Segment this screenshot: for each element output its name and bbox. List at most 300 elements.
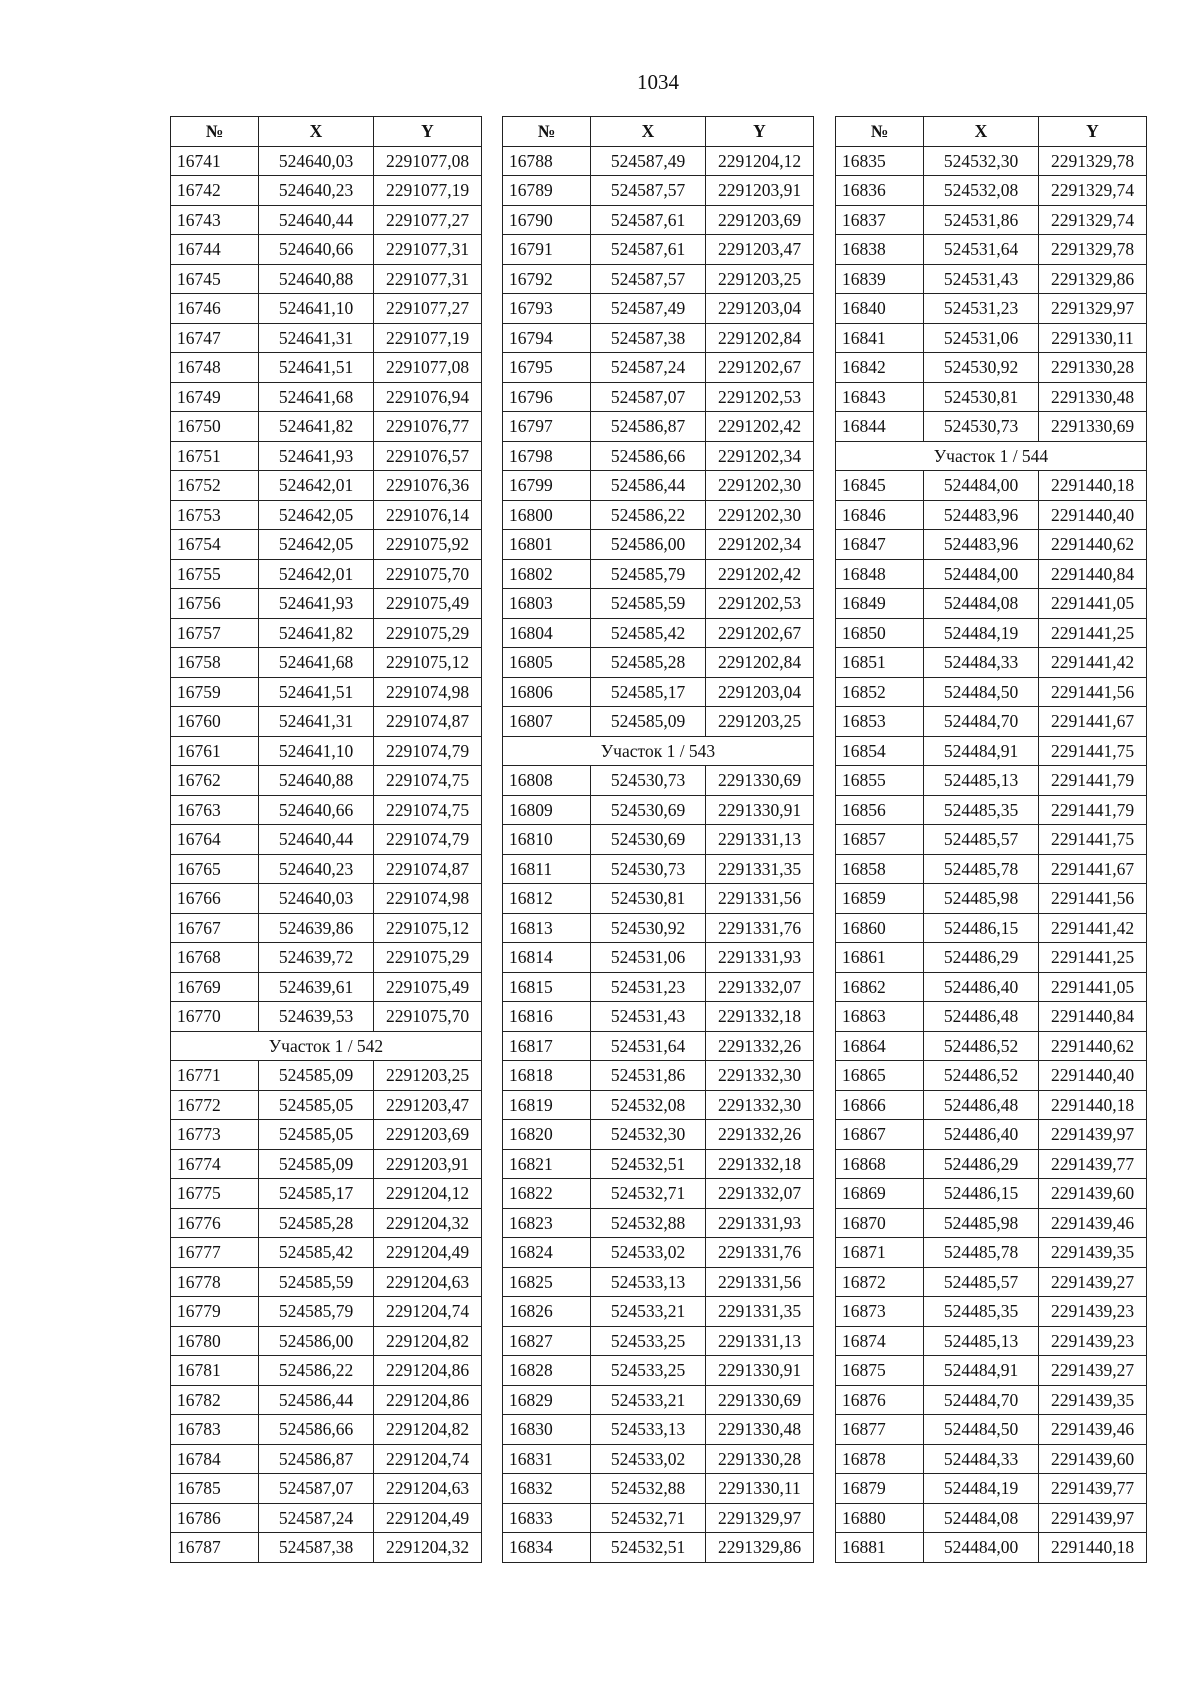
table-row [171, 736, 482, 766]
y-coordinate-cell: 2291075,29 [374, 618, 482, 648]
table-row [503, 412, 814, 442]
point-number-cell: 16776 [171, 1208, 259, 1238]
point-number-cell: 16876 [836, 1385, 924, 1415]
header-x: X [924, 117, 1039, 147]
table-row [171, 1090, 482, 1120]
table-row [171, 795, 482, 825]
y-coordinate-cell: 2291332,18 [706, 1149, 814, 1179]
table-row [836, 176, 1147, 206]
x-coordinate-cell: 524585,17 [259, 1179, 374, 1209]
y-coordinate-cell: 2291075,70 [374, 1002, 482, 1032]
y-coordinate-cell: 2291204,49 [374, 1238, 482, 1268]
point-number-cell: 16800 [503, 500, 591, 530]
point-number-cell: 16843 [836, 382, 924, 412]
point-number-cell: 16766 [171, 884, 259, 914]
table-row [503, 1149, 814, 1179]
point-number-cell: 16854 [836, 736, 924, 766]
table-row [836, 1031, 1147, 1061]
x-coordinate-cell: 524484,70 [924, 707, 1039, 737]
y-coordinate-cell: 2291203,47 [706, 235, 814, 265]
y-coordinate-cell: 2291203,04 [706, 677, 814, 707]
table-row [836, 1415, 1147, 1445]
point-number-cell: 16786 [171, 1503, 259, 1533]
point-number-cell: 16809 [503, 795, 591, 825]
point-number-cell: 16812 [503, 884, 591, 914]
point-number-cell: 16790 [503, 205, 591, 235]
table-row [836, 146, 1147, 176]
section-row [836, 441, 1147, 471]
x-coordinate-cell: 524586,66 [591, 441, 706, 471]
table-row [503, 618, 814, 648]
point-number-cell: 16831 [503, 1444, 591, 1474]
x-coordinate-cell: 524484,08 [924, 1503, 1039, 1533]
y-coordinate-cell: 2291076,14 [374, 500, 482, 530]
y-coordinate-cell: 2291440,40 [1039, 500, 1147, 530]
table-row [836, 825, 1147, 855]
y-coordinate-cell: 2291203,25 [374, 1061, 482, 1091]
point-number-cell: 16793 [503, 294, 591, 324]
x-coordinate-cell: 524587,24 [591, 353, 706, 383]
point-number-cell: 16771 [171, 1061, 259, 1091]
point-number-cell: 16801 [503, 530, 591, 560]
x-coordinate-cell: 524640,23 [259, 176, 374, 206]
table-row [503, 441, 814, 471]
table-row [503, 1474, 814, 1504]
section-title: Участок 1 / 543 [503, 736, 814, 766]
x-coordinate-cell: 524585,59 [259, 1267, 374, 1297]
point-number-cell: 16773 [171, 1120, 259, 1150]
table-row [836, 884, 1147, 914]
x-coordinate-cell: 524587,49 [591, 294, 706, 324]
x-coordinate-cell: 524484,33 [924, 1444, 1039, 1474]
y-coordinate-cell: 2291441,25 [1039, 943, 1147, 973]
x-coordinate-cell: 524533,02 [591, 1238, 706, 1268]
x-coordinate-cell: 524587,07 [591, 382, 706, 412]
point-number-cell: 16803 [503, 589, 591, 619]
table-row [503, 146, 814, 176]
point-number-cell: 16835 [836, 146, 924, 176]
x-coordinate-cell: 524587,57 [591, 264, 706, 294]
point-number-cell: 16805 [503, 648, 591, 678]
point-number-cell: 16853 [836, 707, 924, 737]
y-coordinate-cell: 2291204,86 [374, 1356, 482, 1386]
x-coordinate-cell: 524587,57 [591, 176, 706, 206]
point-number-cell: 16789 [503, 176, 591, 206]
y-coordinate-cell: 2291074,75 [374, 766, 482, 796]
table-row [503, 677, 814, 707]
point-number-cell: 16741 [171, 146, 259, 176]
y-coordinate-cell: 2291203,69 [374, 1120, 482, 1150]
x-coordinate-cell: 524642,05 [259, 500, 374, 530]
point-number-cell: 16827 [503, 1326, 591, 1356]
x-coordinate-cell: 524484,50 [924, 677, 1039, 707]
point-number-cell: 16858 [836, 854, 924, 884]
y-coordinate-cell: 2291202,30 [706, 471, 814, 501]
table-row [503, 1061, 814, 1091]
y-coordinate-cell: 2291202,67 [706, 618, 814, 648]
table-row [503, 294, 814, 324]
x-coordinate-cell: 524484,91 [924, 1356, 1039, 1386]
x-coordinate-cell: 524484,08 [924, 589, 1039, 619]
table-row [503, 471, 814, 501]
x-coordinate-cell: 524532,71 [591, 1179, 706, 1209]
table-row [171, 884, 482, 914]
point-number-cell: 16742 [171, 176, 259, 206]
x-coordinate-cell: 524640,66 [259, 795, 374, 825]
y-coordinate-cell: 2291204,82 [374, 1415, 482, 1445]
point-number-cell: 16859 [836, 884, 924, 914]
table-row [836, 1474, 1147, 1504]
point-number-cell: 16826 [503, 1297, 591, 1327]
x-coordinate-cell: 524532,51 [591, 1533, 706, 1563]
table-row [171, 1297, 482, 1327]
x-coordinate-cell: 524641,51 [259, 677, 374, 707]
x-coordinate-cell: 524530,73 [924, 412, 1039, 442]
table-header-row [503, 117, 814, 147]
y-coordinate-cell: 2291074,79 [374, 825, 482, 855]
section-title: Участок 1 / 544 [836, 441, 1147, 471]
point-number-cell: 16807 [503, 707, 591, 737]
table-row [836, 1326, 1147, 1356]
y-coordinate-cell: 2291204,32 [374, 1208, 482, 1238]
x-coordinate-cell: 524585,17 [591, 677, 706, 707]
point-number-cell: 16744 [171, 235, 259, 265]
header-y: Y [706, 117, 814, 147]
point-number-cell: 16751 [171, 441, 259, 471]
y-coordinate-cell: 2291075,49 [374, 972, 482, 1002]
x-coordinate-cell: 524532,08 [924, 176, 1039, 206]
y-coordinate-cell: 2291204,12 [374, 1179, 482, 1209]
point-number-cell: 16880 [836, 1503, 924, 1533]
point-number-cell: 16866 [836, 1090, 924, 1120]
x-coordinate-cell: 524587,61 [591, 235, 706, 265]
point-number-cell: 16861 [836, 943, 924, 973]
table-row [503, 884, 814, 914]
y-coordinate-cell: 2291440,18 [1039, 1090, 1147, 1120]
table-row [836, 736, 1147, 766]
point-number-cell: 16838 [836, 235, 924, 265]
table-row [836, 1002, 1147, 1032]
header-number: № [503, 117, 591, 147]
y-coordinate-cell: 2291441,79 [1039, 766, 1147, 796]
point-number-cell: 16775 [171, 1179, 259, 1209]
table-row [836, 412, 1147, 442]
x-coordinate-cell: 524586,22 [259, 1356, 374, 1386]
point-number-cell: 16832 [503, 1474, 591, 1504]
y-coordinate-cell: 2291330,28 [1039, 353, 1147, 383]
table-row [503, 176, 814, 206]
point-number-cell: 16745 [171, 264, 259, 294]
point-number-cell: 16818 [503, 1061, 591, 1091]
table-row [503, 559, 814, 589]
y-coordinate-cell: 2291332,30 [706, 1090, 814, 1120]
x-coordinate-cell: 524485,35 [924, 1297, 1039, 1327]
point-number-cell: 16808 [503, 766, 591, 796]
x-coordinate-cell: 524641,31 [259, 323, 374, 353]
x-coordinate-cell: 524486,29 [924, 1149, 1039, 1179]
point-number-cell: 16815 [503, 972, 591, 1002]
x-coordinate-cell: 524532,88 [591, 1208, 706, 1238]
x-coordinate-cell: 524530,92 [591, 913, 706, 943]
table-row [836, 1149, 1147, 1179]
x-coordinate-cell: 524486,15 [924, 1179, 1039, 1209]
y-coordinate-cell: 2291331,35 [706, 854, 814, 884]
y-coordinate-cell: 2291331,93 [706, 943, 814, 973]
section-title: Участок 1 / 542 [171, 1031, 482, 1061]
x-coordinate-cell: 524641,68 [259, 382, 374, 412]
point-number-cell: 16833 [503, 1503, 591, 1533]
y-coordinate-cell: 2291331,35 [706, 1297, 814, 1327]
x-coordinate-cell: 524639,53 [259, 1002, 374, 1032]
point-number-cell: 16878 [836, 1444, 924, 1474]
x-coordinate-cell: 524639,86 [259, 913, 374, 943]
x-coordinate-cell: 524586,87 [591, 412, 706, 442]
x-coordinate-cell: 524530,81 [591, 884, 706, 914]
y-coordinate-cell: 2291204,32 [374, 1533, 482, 1563]
table-row [171, 412, 482, 442]
table-row [836, 1297, 1147, 1327]
table-row [836, 205, 1147, 235]
point-number-cell: 16871 [836, 1238, 924, 1268]
table-row [836, 795, 1147, 825]
point-number-cell: 16804 [503, 618, 591, 648]
table-row [171, 471, 482, 501]
x-coordinate-cell: 524485,78 [924, 1238, 1039, 1268]
y-coordinate-cell: 2291204,86 [374, 1385, 482, 1415]
point-number-cell: 16750 [171, 412, 259, 442]
point-number-cell: 16772 [171, 1090, 259, 1120]
header-x: X [259, 117, 374, 147]
header-number: № [836, 117, 924, 147]
table-row [503, 323, 814, 353]
point-number-cell: 16822 [503, 1179, 591, 1209]
point-number-cell: 16756 [171, 589, 259, 619]
y-coordinate-cell: 2291075,92 [374, 530, 482, 560]
x-coordinate-cell: 524641,93 [259, 441, 374, 471]
y-coordinate-cell: 2291439,35 [1039, 1238, 1147, 1268]
point-number-cell: 16749 [171, 382, 259, 412]
y-coordinate-cell: 2291330,91 [706, 795, 814, 825]
y-coordinate-cell: 2291202,67 [706, 353, 814, 383]
y-coordinate-cell: 2291332,07 [706, 1179, 814, 1209]
x-coordinate-cell: 524639,61 [259, 972, 374, 1002]
y-coordinate-cell: 2291077,27 [374, 205, 482, 235]
x-coordinate-cell: 524484,33 [924, 648, 1039, 678]
point-number-cell: 16874 [836, 1326, 924, 1356]
x-coordinate-cell: 524533,25 [591, 1326, 706, 1356]
table-row [503, 235, 814, 265]
x-coordinate-cell: 524641,68 [259, 648, 374, 678]
table-row [503, 353, 814, 383]
table-row [171, 176, 482, 206]
y-coordinate-cell: 2291441,05 [1039, 972, 1147, 1002]
table-row [171, 1444, 482, 1474]
y-coordinate-cell: 2291439,97 [1039, 1120, 1147, 1150]
x-coordinate-cell: 524486,52 [924, 1031, 1039, 1061]
x-coordinate-cell: 524533,21 [591, 1385, 706, 1415]
table-row [503, 825, 814, 855]
point-number-cell: 16768 [171, 943, 259, 973]
y-coordinate-cell: 2291204,63 [374, 1474, 482, 1504]
y-coordinate-cell: 2291329,74 [1039, 205, 1147, 235]
coordinates-table-3 [835, 116, 1147, 1563]
point-number-cell: 16879 [836, 1474, 924, 1504]
table-row [836, 323, 1147, 353]
point-number-cell: 16868 [836, 1149, 924, 1179]
y-coordinate-cell: 2291329,78 [1039, 235, 1147, 265]
y-coordinate-cell: 2291329,97 [1039, 294, 1147, 324]
section-row [171, 1031, 482, 1061]
point-number-cell: 16857 [836, 825, 924, 855]
point-number-cell: 16814 [503, 943, 591, 973]
y-coordinate-cell: 2291202,30 [706, 500, 814, 530]
x-coordinate-cell: 524486,52 [924, 1061, 1039, 1091]
x-coordinate-cell: 524484,19 [924, 618, 1039, 648]
y-coordinate-cell: 2291329,97 [706, 1503, 814, 1533]
x-coordinate-cell: 524531,64 [924, 235, 1039, 265]
table-row [503, 500, 814, 530]
x-coordinate-cell: 524586,00 [259, 1326, 374, 1356]
x-coordinate-cell: 524485,98 [924, 1208, 1039, 1238]
point-number-cell: 16869 [836, 1179, 924, 1209]
x-coordinate-cell: 524586,44 [591, 471, 706, 501]
x-coordinate-cell: 524640,03 [259, 146, 374, 176]
table-row [836, 353, 1147, 383]
table-row [171, 559, 482, 589]
point-number-cell: 16825 [503, 1267, 591, 1297]
point-number-cell: 16797 [503, 412, 591, 442]
table-row [171, 677, 482, 707]
y-coordinate-cell: 2291076,94 [374, 382, 482, 412]
point-number-cell: 16867 [836, 1120, 924, 1150]
y-coordinate-cell: 2291076,77 [374, 412, 482, 442]
table-row [503, 648, 814, 678]
x-coordinate-cell: 524484,50 [924, 1415, 1039, 1445]
y-coordinate-cell: 2291439,46 [1039, 1208, 1147, 1238]
y-coordinate-cell: 2291202,53 [706, 382, 814, 412]
y-coordinate-cell: 2291332,26 [706, 1120, 814, 1150]
x-coordinate-cell: 524532,30 [591, 1120, 706, 1150]
y-coordinate-cell: 2291440,18 [1039, 471, 1147, 501]
y-coordinate-cell: 2291439,77 [1039, 1149, 1147, 1179]
y-coordinate-cell: 2291439,77 [1039, 1474, 1147, 1504]
table-row [503, 795, 814, 825]
point-number-cell: 16780 [171, 1326, 259, 1356]
coordinates-table-2 [502, 116, 814, 1563]
table-row [171, 589, 482, 619]
point-number-cell: 16761 [171, 736, 259, 766]
table-row [171, 205, 482, 235]
x-coordinate-cell: 524640,23 [259, 854, 374, 884]
point-number-cell: 16746 [171, 294, 259, 324]
point-number-cell: 16873 [836, 1297, 924, 1327]
y-coordinate-cell: 2291203,47 [374, 1090, 482, 1120]
y-coordinate-cell: 2291331,13 [706, 825, 814, 855]
x-coordinate-cell: 524639,72 [259, 943, 374, 973]
point-number-cell: 16810 [503, 825, 591, 855]
y-coordinate-cell: 2291074,87 [374, 854, 482, 884]
table-row [171, 1179, 482, 1209]
x-coordinate-cell: 524530,69 [591, 795, 706, 825]
table-row [171, 1356, 482, 1386]
x-coordinate-cell: 524484,00 [924, 471, 1039, 501]
x-coordinate-cell: 524531,06 [591, 943, 706, 973]
y-coordinate-cell: 2291331,93 [706, 1208, 814, 1238]
table-row [503, 1238, 814, 1268]
point-number-cell: 16844 [836, 412, 924, 442]
y-coordinate-cell: 2291441,56 [1039, 884, 1147, 914]
point-number-cell: 16824 [503, 1238, 591, 1268]
y-coordinate-cell: 2291441,56 [1039, 677, 1147, 707]
table-row [503, 1002, 814, 1032]
point-number-cell: 16757 [171, 618, 259, 648]
x-coordinate-cell: 524640,03 [259, 884, 374, 914]
x-coordinate-cell: 524586,00 [591, 530, 706, 560]
y-coordinate-cell: 2291203,25 [706, 707, 814, 737]
point-number-cell: 16767 [171, 913, 259, 943]
table-row [836, 1061, 1147, 1091]
x-coordinate-cell: 524642,05 [259, 530, 374, 560]
x-coordinate-cell: 524641,10 [259, 294, 374, 324]
point-number-cell: 16769 [171, 972, 259, 1002]
y-coordinate-cell: 2291439,23 [1039, 1297, 1147, 1327]
point-number-cell: 16862 [836, 972, 924, 1002]
point-number-cell: 16795 [503, 353, 591, 383]
y-coordinate-cell: 2291202,42 [706, 559, 814, 589]
point-number-cell: 16872 [836, 1267, 924, 1297]
x-coordinate-cell: 524485,57 [924, 825, 1039, 855]
x-coordinate-cell: 524486,15 [924, 913, 1039, 943]
y-coordinate-cell: 2291332,30 [706, 1061, 814, 1091]
table-row [171, 353, 482, 383]
point-number-cell: 16779 [171, 1297, 259, 1327]
table-row [503, 1179, 814, 1209]
y-coordinate-cell: 2291440,84 [1039, 1002, 1147, 1032]
point-number-cell: 16846 [836, 500, 924, 530]
table-row [836, 1208, 1147, 1238]
x-coordinate-cell: 524533,02 [591, 1444, 706, 1474]
y-coordinate-cell: 2291330,11 [1039, 323, 1147, 353]
point-number-cell: 16823 [503, 1208, 591, 1238]
point-number-cell: 16864 [836, 1031, 924, 1061]
x-coordinate-cell: 524486,48 [924, 1090, 1039, 1120]
point-number-cell: 16787 [171, 1533, 259, 1563]
y-coordinate-cell: 2291203,91 [374, 1149, 482, 1179]
x-coordinate-cell: 524585,79 [591, 559, 706, 589]
y-coordinate-cell: 2291331,13 [706, 1326, 814, 1356]
x-coordinate-cell: 524641,82 [259, 412, 374, 442]
x-coordinate-cell: 524642,01 [259, 559, 374, 589]
x-coordinate-cell: 524585,09 [259, 1149, 374, 1179]
table-row [836, 589, 1147, 619]
table-row [836, 471, 1147, 501]
x-coordinate-cell: 524533,25 [591, 1356, 706, 1386]
x-coordinate-cell: 524586,22 [591, 500, 706, 530]
point-number-cell: 16758 [171, 648, 259, 678]
point-number-cell: 16850 [836, 618, 924, 648]
table-header-row [171, 117, 482, 147]
table-row [503, 1415, 814, 1445]
y-coordinate-cell: 2291441,79 [1039, 795, 1147, 825]
table-row [503, 1356, 814, 1386]
table-row [171, 1503, 482, 1533]
y-coordinate-cell: 2291441,05 [1039, 589, 1147, 619]
y-coordinate-cell: 2291329,78 [1039, 146, 1147, 176]
x-coordinate-cell: 524640,44 [259, 825, 374, 855]
y-coordinate-cell: 2291202,84 [706, 323, 814, 353]
x-coordinate-cell: 524641,82 [259, 618, 374, 648]
point-number-cell: 16849 [836, 589, 924, 619]
